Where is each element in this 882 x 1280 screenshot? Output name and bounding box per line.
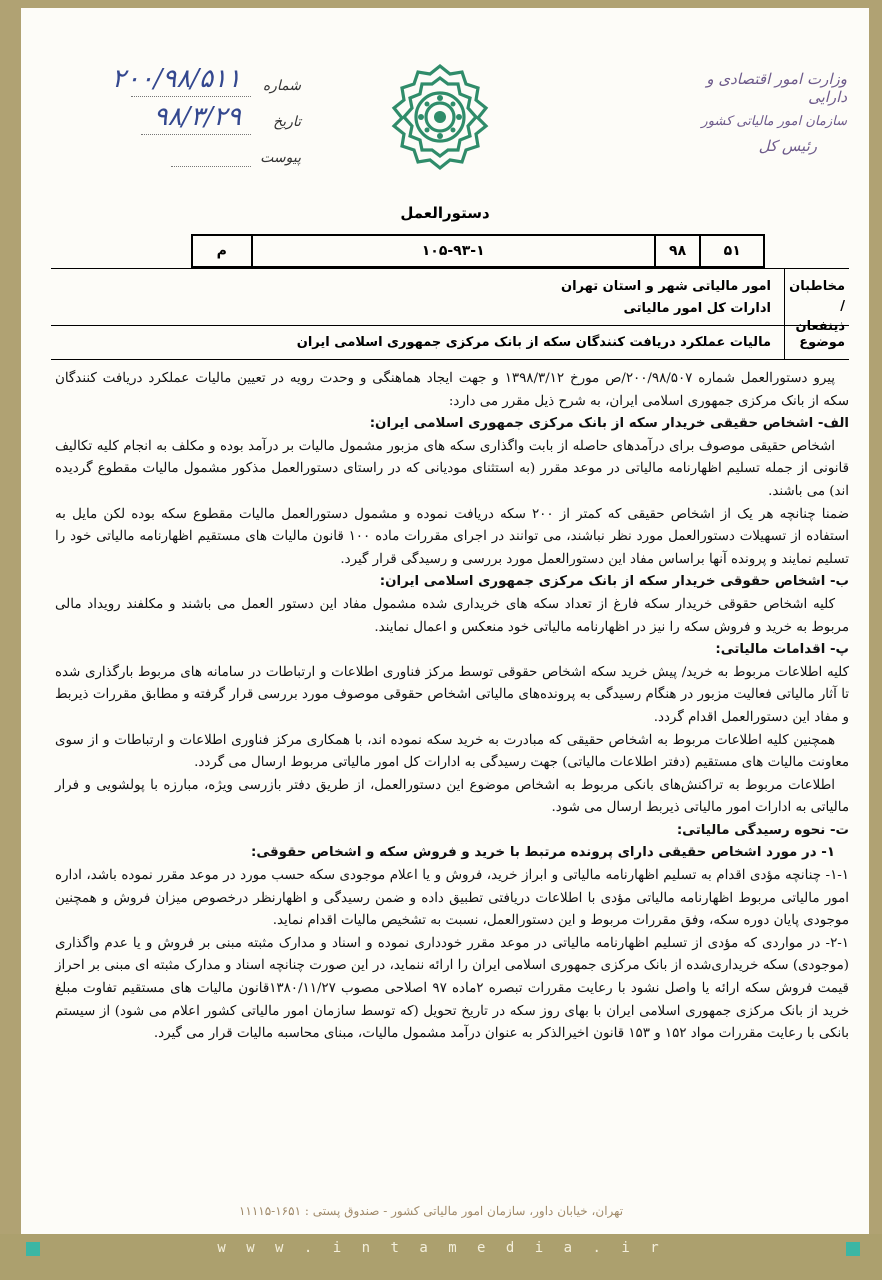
subject-text: مالیات عملکرد دریافت کنندگان سکه از بانک مرکزی جمهوری اسلامی ایران [296, 335, 771, 350]
website-url: w w w . i n t a m e d i a . i r [217, 1240, 665, 1256]
paragraph: اطلاعات مربوط به تراکنش‌های بانکی مربوط به اشخاص موضوع این دستورالعمل، از طریق دفتر بازرسی ویژه، مبارزه با پولشویی و فرار مالیاتی به ادارات امور مالیاتی ذیربط ارسال می شود. [55, 777, 849, 816]
organization-logo-icon [386, 60, 494, 172]
document-page [21, 8, 869, 1234]
code-serial: ۵۱ [723, 243, 741, 259]
head-title: رئیس کل [758, 137, 817, 155]
number-label: شماره [262, 78, 301, 94]
attachment-label: پیوست [260, 150, 301, 166]
paragraph: کلیه اشخاص حقوقی خریدار سکه فارغ از تعداد سکه های خریداری شده مشمول مفاد این دستور العمل می باشند و مکلفند رویداد مالی مربوط به خرید و فروش سکه را نیز در اظهارنامه مالیاتی خود منعکس و اعمال نمایند. [55, 596, 849, 635]
code-number: ۱۰۵-۹۳-۱ [253, 236, 656, 266]
letter-metadata [71, 64, 301, 180]
organization-name: سازمان امور مالیاتی کشور [701, 114, 847, 129]
number-value: ۲۰۰/۹۸/۵۱۱ [111, 64, 241, 94]
corner-square-icon [26, 1242, 40, 1256]
ministry-name: وزارت امور اقتصادی و دارایی [706, 70, 847, 106]
code-m: م [193, 236, 253, 266]
paragraph: همچنین کلیه اطلاعات مربوط به اشخاص حقیقی که مبادرت به خرید سکه نموده اند، با همکاری مرکز فناوری اطلاعات و ارتباطات و از سوی معاونت مالیات های مستقیم (دفتر اطلاعات مالیاتی) جهت رسیدگی به ادارات کل امور مالیاتی مربوط ارسال می گردد. [55, 732, 849, 771]
table-divider [784, 269, 785, 359]
ministry-header [687, 70, 847, 155]
addressee-line-1: امور مالیاتی شهر و استان تهران [561, 279, 771, 294]
date-value: ۹۸/۳/۲۹ [153, 102, 241, 132]
date-label: تاریخ [273, 114, 301, 130]
paragraph: ۱-۱- چنانچه مؤدی اقدام به تسلیم اظهارنامه مالیاتی و ابراز خرید، فروش و یا اعلام موجودی سکه حسب مورد در موعد مقرر نموده باشد، اداره امور مالیاتی مربوط اظهارنامه مالیاتی مؤدی با اطلاعات دریافتی تطبیق داده و ضمن رسیدگی و اظهارنظر درخصوص میزان فروش و همچنین موجودی پایان دوره سکه، وفق مقررات مربوط و این دستورالعمل، نسبت به تشخیص مالیات اقدام نماید. [55, 868, 849, 929]
corner-square-icon [846, 1242, 860, 1256]
section-heading-be: ب- اشخاص حقوقی خریدار سکه از بانک مرکزی جمهوری اسلامی ایران: [379, 574, 849, 590]
table-divider [51, 325, 849, 326]
attachment-underline [171, 166, 251, 167]
subject-label: موضوع [799, 335, 845, 350]
section-heading-alef: الف- اشخاص حقیقی خریدار سکه از بانک مرکزی جمهوری اسلامی ایران: [369, 416, 849, 432]
section-heading-pe: پ- اقدامات مالیاتی: [715, 642, 849, 658]
intro-paragraph: پیرو دستورالعمل شماره ۲۰۰/۹۸/۵۰۷/ص مورخ ۱۳۹۸/۳/۱۲ و جهت ایجاد هماهنگی و وحدت رویه در تعیین مالیات عملکرد دریافت کنندگان سکه از بانک مرکزی جمهوری اسلامی ایران، به شرح ذیل مقرر می دارد: [55, 371, 849, 409]
date-underline [141, 134, 251, 135]
document-body [55, 368, 849, 1046]
instruction-code-box [191, 234, 765, 268]
code-year: ۹۸ [656, 236, 702, 266]
paragraph: اشخاص حقیقی موصوف برای درآمدهای حاصله از بابت واگذاری سکه های مزبور مشمول مالیات بر درآمد بوده و مکلف به انجام کلیه تکالیف قانونی از جمله تسلیم اظهارنامه مالیاتی در موعد مقرر (به استثنای مودیانی که در راستای دستورالعمل مذکور مشمول مالیات مقطوع گردیده اند) می باشند. [55, 438, 849, 499]
number-underline [131, 96, 251, 97]
addressees-label: مخاطبان / ذینفعان [789, 279, 845, 334]
section-heading-te: ت- نحوه رسیدگی مالیاتی: [676, 822, 849, 838]
paragraph: ۲-۱- در مواردی که مؤدی از تسلیم اظهارنامه مالیاتی در موعد مقرر خودداری نموده و اسناد و مدارک مثبته مبنی بر فروش و یا عدم واگذاری (موجودی) سکه خریداری‌شده از بانک مرکزی جمهوری اسلامی ایران را ارائه ننماید، در این صورت چنانچه اسناد و مدارک مثبته ای مبنی بر احراز قیمت فروش سکه ارائه یا واصل نشود با رعایت مقررات تبصره ۲ماده ۹۷ اصلاحی مصوب ۱۳۸۰/۱۱/۲۷قانون مالیات های مستقیم تفاوت مبلغ خرید از بانک مرکزی جمهوری اسلامی ایران با بهای روز سکه در تاریخ تحویل (که توسط سازمان امور مالیاتی کشور اعلام می شود) از سیستم بانکی با رعایت مقررات مواد ۱۵۲ و ۱۵۳ قانون اخیرالذکر به عنوان درآمد مشمول مالیات، مبنای محاسبه مالیات قرار می گیرد. [55, 935, 849, 1042]
paragraph: کلیه اطلاعات مربوط به خرید/ پیش خرید سکه اشخاص حقوقی توسط مرکز فناوری اطلاعات و ارتباطات در سامانه های مربوط بارگذاری شده تا آثار مالیاتی فعالیت مزبور در هنگام رسیدگی به پرونده‌های مالیاتی اشخاص حقوقی موصوف مورد بررسی قرار گرفته و مطابق مقررات ذیربط و مفاد این دستورالعمل اقدام گردد. [55, 664, 849, 725]
subsection-heading: ۱- در مورد اشخاص حقیقی دارای پرونده مرتبط با خرید و فروش سکه و اشخاص حقوقی: [251, 845, 835, 861]
paragraph: ضمنا چنانچه هر یک از اشخاص حقیقی که کمتر از ۲۰۰ سکه دریافت نموده و مشمول دستورالعمل مالیات مقطوع سکه بوده لکن مایل به استفاده از تسهیلات دستورالعمل مورد نظر نباشند، می توانند در اجرای مقررات ماده ۱۰۰ قانون مالیات های مستقیم اظهارنامه مالیاتی خود را تسلیم نمایند و پرونده آنها براساس مفاد این دستورالعمل مورد بررسی و رسیدگی قرار گیرد. [55, 506, 849, 567]
postal-address: تهران، خیابان داور، سازمان امور مالیاتی کشور - صندوق پستی : ۱۶۵۱-۱۱۱۱۵ [238, 1204, 624, 1218]
document-title: دستورالعمل [400, 204, 490, 222]
addressee-line-2: ادارات کل امور مالیاتی [623, 301, 771, 316]
addressee-table [51, 268, 849, 360]
